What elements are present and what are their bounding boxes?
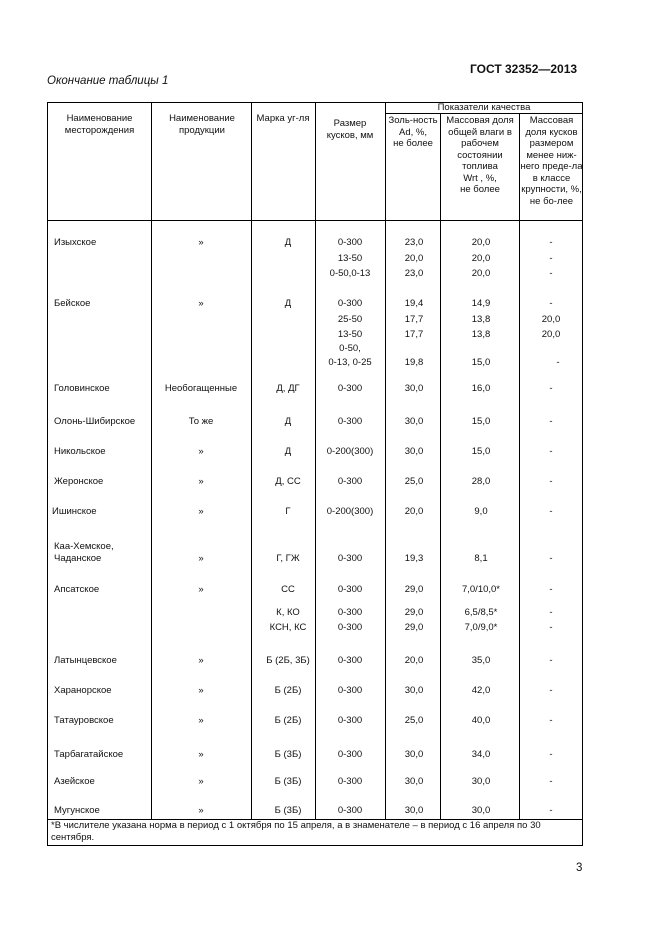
- header-ash-line3: не более: [393, 138, 433, 149]
- header-fines: Массовая доля кусков размером менее ниж-него преде-ла в классе крупности, %, не бо-лее: [520, 115, 583, 207]
- cell-grade: Б (2Б, 3Б): [266, 655, 310, 666]
- document-code: ГОСТ 32352—2013: [470, 62, 578, 76]
- cell-fines: -: [556, 357, 560, 368]
- cell-grade: СС: [281, 584, 295, 595]
- cell-ash: 19,8: [404, 357, 424, 368]
- cell-size: 0-300: [337, 685, 363, 696]
- cell-grade: Б (3Б): [274, 749, 302, 760]
- cell-deposit: Мугунское: [54, 805, 100, 816]
- cell-grade: Б (2Б): [274, 685, 302, 696]
- cell-fines: -: [549, 416, 553, 427]
- cell-fines: -: [549, 805, 553, 816]
- cell-fines: -: [549, 715, 553, 726]
- cell-deposit: Изыхское: [54, 237, 97, 248]
- cell-deposit: Тарбагатайское: [54, 749, 124, 760]
- cell-ash: 30,0: [404, 776, 424, 787]
- quality-table: [47, 102, 583, 846]
- col-divider: [151, 103, 152, 819]
- cell-product: »: [198, 298, 204, 309]
- cell-product: Необогащенные: [164, 383, 238, 394]
- cell-size: 13-50: [337, 329, 363, 340]
- cell-moisture: 20,0: [471, 253, 491, 264]
- table-caption: Окончание таблицы 1: [47, 75, 169, 87]
- col-divider: [315, 103, 316, 819]
- header-moisture: [441, 115, 519, 196]
- cell-fines: 20,0: [541, 314, 561, 325]
- cell-fines: -: [549, 607, 553, 618]
- cell-moisture: 8,1: [474, 553, 488, 564]
- cell-grade: К, КО: [276, 607, 300, 618]
- cell-size: 0-200(300): [326, 506, 374, 517]
- cell-fines: -: [549, 268, 553, 279]
- cell-deposit: Харанорское: [54, 685, 112, 696]
- cell-grade: Д, ДГ: [276, 383, 300, 394]
- cell-ash: 29,0: [404, 622, 424, 633]
- header-ash: [386, 115, 440, 150]
- cell-size: 0-300: [337, 584, 363, 595]
- cell-product: »: [198, 237, 204, 248]
- cell-ash: 17,7: [404, 329, 424, 340]
- cell-deposit: Бейское: [54, 298, 91, 309]
- cell-product: »: [198, 476, 204, 487]
- cell-moisture: 7,0/9,0*: [464, 622, 498, 633]
- header-deposit: Наименование месторождения: [64, 113, 135, 136]
- cell-ash: 30,0: [404, 749, 424, 760]
- cell-ash: 30,0: [404, 383, 424, 394]
- cell-deposit: Латынцевское: [54, 655, 117, 666]
- cell-deposit: Жеронское: [54, 476, 104, 487]
- cell-fines: -: [549, 237, 553, 248]
- cell-moisture: 35,0: [471, 655, 491, 666]
- cell-size: 0-300: [337, 476, 363, 487]
- cell-fines: -: [549, 253, 553, 264]
- cell-ash: 20,0: [404, 655, 424, 666]
- cell-fines: -: [549, 298, 553, 309]
- cell-moisture: 42,0: [471, 685, 491, 696]
- cell-size: 25-50: [337, 314, 363, 325]
- cell-moisture: 7,0/10,0*: [461, 584, 501, 595]
- cell-deposit: Чаданское: [54, 553, 102, 564]
- footnote: *В числителе указана норма в период с 1 октября по 15 апреля, а в знаменателе – в период с 16 апреля по 30 сентября.: [51, 820, 541, 843]
- cell-grade: Г, ГЖ: [276, 553, 300, 564]
- cell-moisture: 9,0: [474, 506, 488, 517]
- header-product: Наименование продукции: [169, 113, 235, 136]
- cell-grade: Д, СС: [275, 476, 301, 487]
- cell-grade: Д: [284, 416, 292, 427]
- cell-size: 0-300: [337, 416, 363, 427]
- cell-moisture: 34,0: [471, 749, 491, 760]
- header-quality-indicators: Показатели качества: [437, 102, 531, 113]
- cell-moisture: 28,0: [471, 476, 491, 487]
- header-bottom-line: [48, 220, 583, 221]
- header-coal-grade: Марка уг-ля: [256, 113, 310, 124]
- cell-size: 0-300: [337, 237, 363, 248]
- cell-size: 0-300: [337, 607, 363, 618]
- cell-product: »: [198, 685, 204, 696]
- cell-size: 13-50: [337, 253, 363, 264]
- cell-deposit: Олонь-Шибирское: [54, 416, 136, 427]
- cell-ash: 29,0: [404, 607, 424, 618]
- header-moisture-line2: Wrt , %,: [463, 172, 497, 184]
- cell-ash: 25,0: [404, 715, 424, 726]
- header-moisture-line1: Массовая доля общей влаги в рабочем состоянии топлива: [446, 115, 514, 172]
- cell-deposit: Каа-Хемское,: [54, 541, 114, 552]
- cell-ash: 17,7: [404, 314, 424, 325]
- cell-grade: Б (3Б): [274, 805, 302, 816]
- cell-product: То же: [188, 416, 214, 427]
- cell-product: »: [198, 749, 204, 760]
- cell-deposit: Никольское: [54, 446, 106, 457]
- cell-ash: 30,0: [404, 685, 424, 696]
- cell-size: 0-300: [337, 776, 363, 787]
- cell-fines: -: [549, 553, 553, 564]
- cell-fines: -: [549, 622, 553, 633]
- cell-size: 0-300: [337, 622, 363, 633]
- col-divider: [251, 103, 252, 819]
- cell-product: »: [198, 553, 204, 564]
- cell-deposit: Ишинское: [52, 506, 97, 517]
- cell-grade: Г: [285, 506, 291, 517]
- cell-product: »: [198, 584, 204, 595]
- cell-deposit: Азейское: [54, 776, 95, 787]
- cell-fines: -: [549, 685, 553, 696]
- cell-ash: 30,0: [404, 416, 424, 427]
- page-number: 3: [576, 862, 583, 874]
- cell-moisture: 15,0: [471, 357, 491, 368]
- cell-size: 0-50,: [339, 343, 361, 354]
- cell-ash: 30,0: [404, 446, 424, 457]
- cell-product: »: [198, 506, 204, 517]
- cell-fines: -: [549, 584, 553, 595]
- cell-product: »: [198, 655, 204, 666]
- header-lump-size: Размер кусков, мм: [326, 118, 374, 141]
- cell-size: 0-300: [337, 749, 363, 760]
- cell-fines: -: [549, 655, 553, 666]
- cell-size: 0-300: [337, 655, 363, 666]
- cell-ash: 25,0: [404, 476, 424, 487]
- cell-size: 0-300: [337, 715, 363, 726]
- cell-moisture: 30,0: [471, 805, 491, 816]
- cell-size: 0-300: [337, 805, 363, 816]
- cell-moisture: 14,9: [471, 298, 491, 309]
- cell-product: »: [198, 446, 204, 457]
- cell-ash: 20,0: [404, 253, 424, 264]
- cell-ash: 23,0: [404, 237, 424, 248]
- header-moisture-line3: не более: [460, 184, 500, 195]
- cell-grade: Б (2Б): [274, 715, 302, 726]
- cell-size: 0-300: [337, 553, 363, 564]
- cell-grade: Д: [284, 446, 292, 457]
- cell-fines: -: [549, 476, 553, 487]
- cell-fines: -: [549, 506, 553, 517]
- cell-moisture: 6,5/8,5*: [464, 607, 498, 618]
- cell-product: »: [198, 715, 204, 726]
- cell-moisture: 13,8: [471, 329, 491, 340]
- cell-fines: 20,0: [541, 329, 561, 340]
- cell-moisture: 40,0: [471, 715, 491, 726]
- cell-deposit: Апсатское: [54, 584, 100, 595]
- col-divider: [385, 103, 386, 819]
- cell-ash: 20,0: [404, 506, 424, 517]
- cell-deposit: Татауровское: [54, 715, 114, 726]
- cell-moisture: 13,8: [471, 314, 491, 325]
- cell-ash: 30,0: [404, 805, 424, 816]
- cell-size: 0-13, 0-25: [328, 357, 372, 368]
- cell-ash: 19,3: [404, 553, 424, 564]
- cell-moisture: 30,0: [471, 776, 491, 787]
- cell-deposit: Головинское: [54, 383, 110, 394]
- col-divider: [440, 113, 441, 819]
- cell-ash: 29,0: [404, 584, 424, 595]
- cell-grade: Д: [284, 298, 292, 309]
- cell-size: 0-50,0-13: [329, 268, 371, 279]
- cell-size: 0-300: [337, 383, 363, 394]
- cell-ash: 19,4: [404, 298, 424, 309]
- cell-size: 0-200(300): [326, 446, 374, 457]
- header-ash-line2: Ad, %,: [399, 126, 427, 138]
- col-divider: [519, 113, 520, 819]
- cell-fines: -: [549, 446, 553, 457]
- cell-moisture: 15,0: [471, 446, 491, 457]
- cell-grade: КСН, КС: [269, 622, 307, 633]
- cell-product: »: [198, 776, 204, 787]
- cell-ash: 23,0: [404, 268, 424, 279]
- cell-moisture: 20,0: [471, 268, 491, 279]
- cell-moisture: 20,0: [471, 237, 491, 248]
- cell-product: »: [198, 805, 204, 816]
- cell-moisture: 15,0: [471, 416, 491, 427]
- cell-grade: Д: [284, 237, 292, 248]
- cell-fines: -: [549, 776, 553, 787]
- cell-size: 0-300: [337, 298, 363, 309]
- header-ash-line1: Золь-ность: [388, 115, 438, 126]
- cell-grade: Б (3Б): [274, 776, 302, 787]
- cell-fines: -: [549, 749, 553, 760]
- cell-fines: -: [549, 383, 553, 394]
- cell-moisture: 16,0: [471, 383, 491, 394]
